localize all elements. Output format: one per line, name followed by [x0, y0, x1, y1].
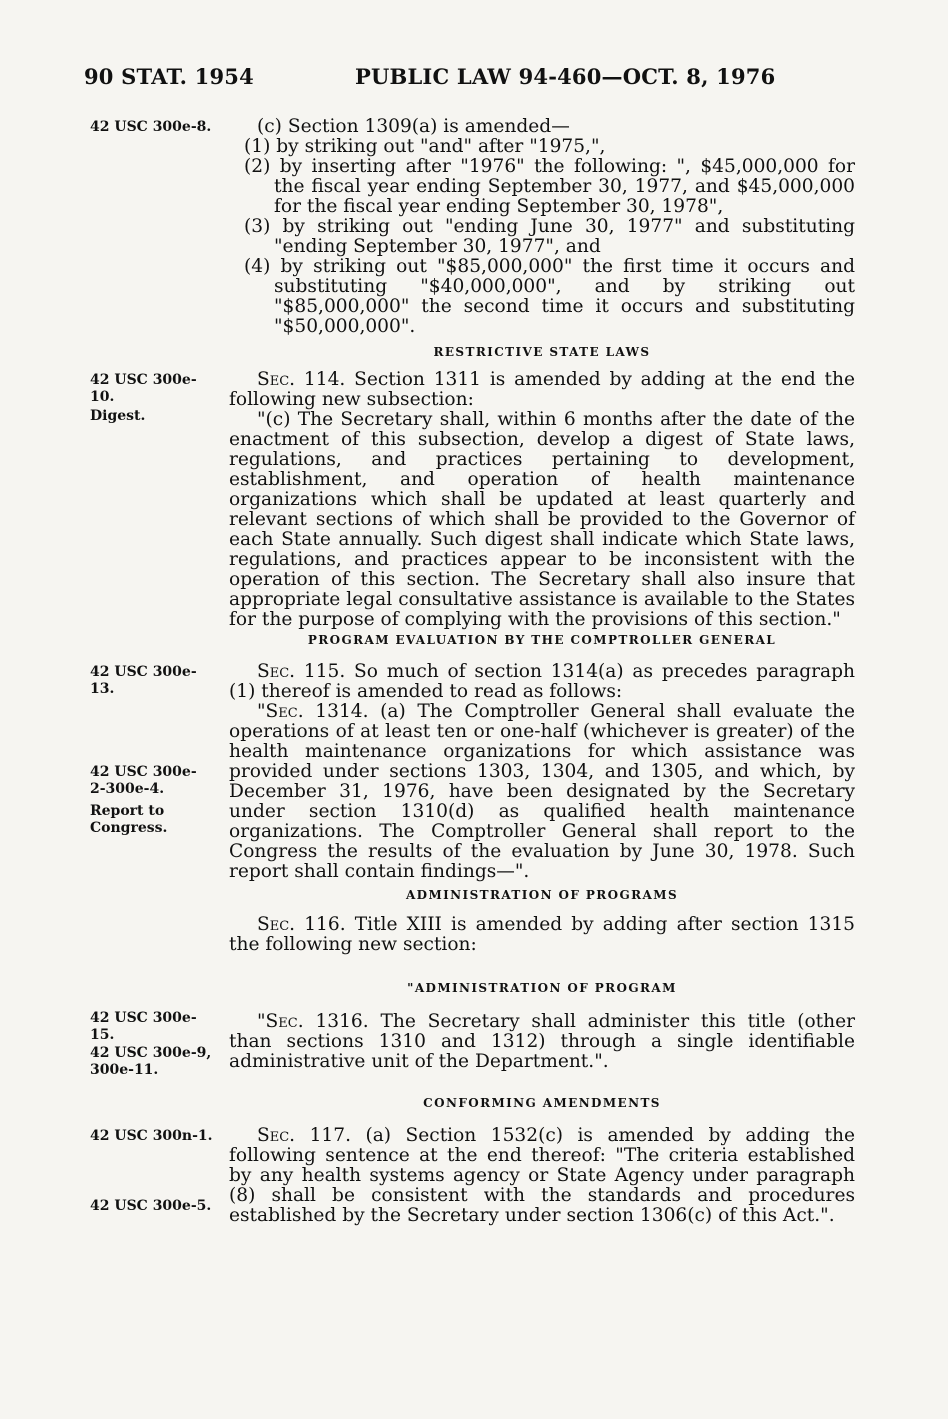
section-117 [229, 1126, 855, 1226]
section-label: Sec. [257, 914, 296, 935]
heading-program-evaluation: PROGRAM EVALUATION BY THE COMPTROLLER GENERAL [307, 633, 777, 647]
margin-note-usc-300e-8: 42 USC 300e-8. [90, 119, 212, 135]
section-115 [229, 662, 855, 882]
amendment-item-2: (2) by inserting after "1976" the following: ", $45,000,000 for the fiscal year ending September 30, 1977, and $45,000,000 for the fiscal year ending September 30, 1978", [244, 156, 855, 217]
section-117-text: 117. (a) Section 1532(c) is amended by adding the following sentence at the end thereof: "The criteria established by any health systems agency or State Agency under paragraph (8) shall be consistent with the standards and procedures established by the Secretary under section 1306(c) of this Act.". [229, 1125, 855, 1226]
section-1316-para [229, 1012, 855, 1072]
margin-note-usc-300e-15: 42 USC 300e- 15. [90, 1010, 197, 1043]
margin-note-usc-300e-9: 42 USC 300e-9, 300e-11. [90, 1045, 212, 1078]
section-114-text: 114. Section 1311 is amended by adding at the end the following new subsection: [229, 369, 855, 410]
margin-note-digest: Digest. [90, 408, 146, 424]
section-116-para-1 [229, 915, 855, 955]
section-label: Sec. [257, 369, 296, 390]
amendment-intro: (c) Section 1309(a) is amended— [257, 116, 570, 137]
section-1309a-amendment [229, 117, 855, 337]
section-116 [229, 915, 855, 955]
section-114-para-1 [229, 370, 855, 410]
margin-note-report-to-congress: Report to Congress. [90, 803, 168, 836]
page-number-header: 90 STAT. 1954 [84, 64, 254, 89]
heading-restrictive-state-laws: RESTRICTIVE STATE LAWS [433, 345, 651, 359]
margin-note-usc-300e-5: 42 USC 300e-5. [90, 1198, 212, 1214]
section-1316-text: 1316. The Secretary shall administer this title (other than sections 1310 and 1312) through a single identifiable administrative unit of the Department.". [229, 1011, 855, 1072]
section-115-para-1 [229, 662, 855, 702]
section-1316 [229, 1012, 855, 1072]
amendment-item-4: (4) by striking out "$85,000,000" the first time it occurs and substituting "$40,000,000", and by striking out "$85,000,000" the second time it occurs and substituting "$50,000,000". [244, 256, 855, 337]
section-115-para-2 [229, 702, 855, 882]
amendment-item-1: (1) by striking out "and" after "1975,", [244, 136, 606, 157]
margin-note-usc-300e-10: 42 USC 300e- 10. [90, 372, 197, 405]
section-1314-text: 1314. (a) The Comptroller General shall evaluate the operations of at least ten or one-half (whichever is greater) of the health maintenance organizations for which assistance was provided under sections 1303, 1304, and 1305, and which, by December 31, 1976, have been designated by the Secretary under section 1310(d) as qualified health maintenance organizations. The Comptroller General shall report to the Congress the results of the evaluation by June 30, 1978. Such report shall contain findings—". [229, 701, 855, 882]
section-label: Sec. [257, 1125, 296, 1146]
heading-administration-of-programs: ADMINISTRATION OF PROGRAMS [405, 888, 679, 902]
margin-note-usc-300e-2: 42 USC 300e- 2-300e-4. [90, 764, 197, 797]
amendment-item-3: (3) by striking out "ending June 30, 1977" and substituting "ending September 30, 1977", and [244, 216, 855, 257]
margin-note-usc-300n-1: 42 USC 300n-1. [90, 1128, 213, 1144]
section-label: "Sec. [257, 701, 304, 722]
section-114 [229, 370, 855, 630]
section-114-para-2: "(c) The Secretary shall, within 6 months after the date of the enactment of this subsection, develop a digest of State laws, regulations, and practices pertaining to development, establishment, and operation of health maintenance organizations which shall be updated at least quarterly and relevant sections of which shall be provided to the Governor of each State annually. Such digest shall indicate which State laws, regulations, and practices appear to be inconsistent with the operation of this section. The Secretary shall also insure that appropriate legal consultative assistance is available to the States for the purpose of complying with the provisions of this section." [229, 409, 855, 630]
section-115-text: 115. So much of section 1314(a) as precedes paragraph (1) thereof is amended to read as follows: [229, 661, 855, 702]
section-label: "Sec. [257, 1011, 304, 1032]
section-116-text: 116. Title XIII is amended by adding after section 1315 the following new section: [229, 914, 855, 955]
heading-administration-of-program: "ADMINISTRATION OF PROGRAM [407, 981, 677, 995]
margin-note-usc-300e-13: 42 USC 300e- 13. [90, 664, 197, 697]
running-title: PUBLIC LAW 94-460—OCT. 8, 1976 [355, 64, 776, 89]
heading-conforming-amendments: CONFORMING AMENDMENTS [423, 1096, 661, 1110]
section-label: Sec. [257, 661, 296, 682]
section-117-para-1 [229, 1126, 855, 1226]
